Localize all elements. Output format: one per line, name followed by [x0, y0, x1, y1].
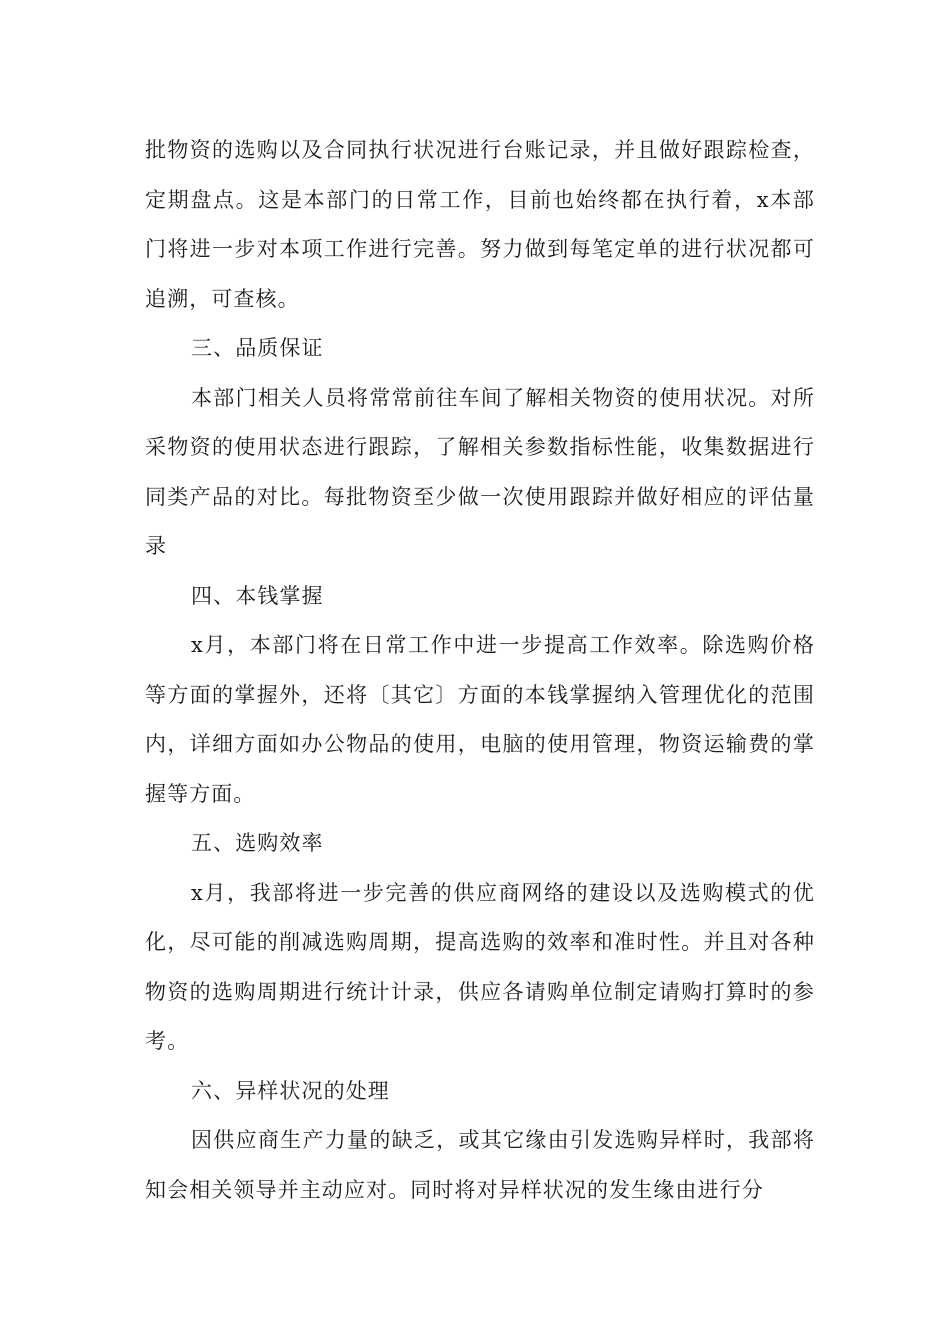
paragraph-ledger-records: 批物资的选购以及合同执行状况进行台账记录，并且做好跟踪检查，定期盘点。这是本部门的日常工作，目前也始终都在执行着，x本部门将进一步对本项工作进行完善。努力做到每笔定单的进行状况都可追溯，可查核。 — [145, 138, 815, 311]
section-heading-exception-handling: 六、异样状况的处理 — [191, 1078, 390, 1103]
paragraph-cost-control: x月，本部门将在日常工作中进一步提高工作效率。除选购价格等方面的掌握外，还将〔其它〕方面的本钱掌握纳入管理优化的范围内，详细方面如办公物品的使用，电脑的使用管理，物资运输费的掌握等方面。 — [145, 633, 815, 806]
document-body — [145, 126, 815, 1215]
section-heading-cost-control: 四、本钱掌握 — [191, 583, 324, 608]
section-heading-purchasing-efficiency: 五、选购效率 — [191, 831, 324, 855]
paragraph-purchasing-efficiency: x月，我部将进一步完善的供应商网络的建设以及选购模式的优化，尽可能的削减选购周期，提高选购的效率和准时性。并且对各种物资的选购周期进行统计计录，供应各请购单位制定请购打算时的参考。 — [145, 880, 815, 1053]
paragraph-quality-assurance: 本部门相关人员将常常前往车间了解相关物资的使用状况。对所采物资的使用状态进行跟踪，了解相关参数指标性能，收集数据进行同类产品的对比。每批物资至少做一次使用跟踪并做好相应的评估量录 — [145, 385, 815, 558]
paragraph-exception-handling: 因供应商生产力量的缺乏，或其它缘由引发选购异样时，我部将知会相关领导并主动应对。同时将对异样状况的发生缘由进行分 — [145, 1128, 815, 1202]
section-heading-quality-assurance: 三、品质保证 — [191, 336, 324, 360]
